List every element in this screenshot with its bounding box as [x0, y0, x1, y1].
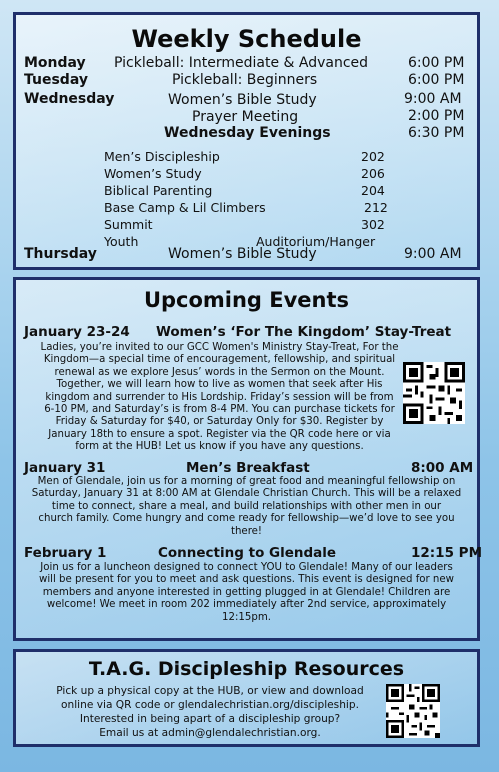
wednesday-time-2: 2:00 PM	[408, 108, 465, 124]
class-room: 206	[361, 166, 385, 181]
monday-label: Monday	[24, 55, 86, 71]
thursday-time: 9:00 AM	[404, 246, 462, 262]
class-name: Summit	[104, 217, 153, 232]
event-time: 12:15 PM	[411, 545, 483, 561]
event-description: Ladies, you’re invited to our GCC Women's Ministry Stay-Treat, For the Kingdom—a special time of encouragement, fellowship, and spiritual renewal as we explore Jesus’ words in the Sermon on the Mount. Together, we will learn how to live as women that seek after His kingdom and surrender to His Lordship. Friday’s session will be from 6-10 PM, and Saturday’s is from 8-4 PM. You can purchase tickets for Friday & Saturday for $40, or Saturday Only for $30. Register by January 18th to ensure a spot. Register via the QR code here or via form at the HUB! Let us know if you have any questions.	[40, 342, 399, 453]
class-room: 212	[364, 200, 388, 215]
wednesday-activity-1: Women’s Bible Study	[168, 92, 317, 108]
thursday-label: Thursday	[24, 246, 97, 262]
event-date: January 31	[24, 460, 106, 476]
wednesday-label: Wednesday	[24, 91, 115, 107]
event-name: Men’s Breakfast	[186, 460, 310, 476]
class-room: 302	[361, 217, 385, 232]
tuesday-activity: Pickleball: Beginners	[172, 72, 318, 88]
wednesday-evenings-heading: Wednesday Evenings	[164, 125, 331, 141]
discipleship-qr-code[interactable]	[386, 684, 440, 738]
class-name: Base Camp & Lil Climbers	[104, 200, 266, 215]
upcoming-events-title: Upcoming Events	[143, 288, 350, 312]
resources-description: Pick up a physical copy at the HUB, or view and download online via QR code or glendalechristian.org/discipleship. Interested in being apart of a discipleship group? Email us at admin@glendalechristian.org.	[56, 685, 364, 739]
event-name: Connecting to Glendale	[158, 545, 337, 561]
tuesday-time: 6:00 PM	[408, 72, 465, 88]
class-room: 202	[361, 149, 385, 164]
discipleship-resources-panel	[13, 649, 480, 747]
event-description: Men of Glendale, join us for a morning of great food and meaningful fellowship on Saturday, January 31 at 8:00 AM at Glendale Christian Church. This will be a relaxed time to connect, share a meal, and build relationships with other men in our church family. Come hungry and come ready for fellowship—we’d love to see you there!	[31, 476, 462, 537]
class-room: Auditorium/Hanger	[256, 234, 376, 249]
event-date: January 23-24	[24, 324, 130, 340]
class-name: Biblical Parenting	[104, 183, 213, 198]
event-time: 8:00 AM	[411, 460, 474, 476]
weekly-schedule-title: Weekly Schedule	[131, 25, 362, 53]
event-date: February 1	[24, 545, 107, 561]
class-name: Men’s Discipleship	[104, 149, 220, 164]
wednesday-time-3: 6:30 PM	[408, 125, 465, 141]
monday-time: 6:00 PM	[408, 55, 465, 71]
class-name: Women’s Study	[104, 166, 202, 181]
wednesday-activity-2: Prayer Meeting	[192, 109, 299, 125]
stay-treat-qr-code[interactable]	[403, 362, 465, 424]
tuesday-label: Tuesday	[24, 72, 88, 88]
event-description: Join us for a luncheon designed to connect YOU to Glendale! Many of our leaders will be present for you to meet and ask questions. This event is designed for new members and anyone interested in getting plugged in at Glendale! Children are welcome! We meet in room 202 immediately after 2nd service, approximately 12:15pm.	[38, 562, 454, 623]
resources-title: T.A.G. Discipleship Resources	[88, 658, 405, 680]
class-room: 204	[361, 183, 385, 198]
event-name: Women’s ‘For The Kingdom’ Stay-Treat	[156, 324, 452, 340]
wednesday-time-1: 9:00 AM	[404, 91, 462, 107]
weekly-schedule-panel	[13, 12, 480, 270]
thursday-activity: Women’s Bible Study	[168, 246, 317, 262]
upcoming-events-panel	[13, 277, 483, 641]
monday-activity: Pickleball: Intermediate & Advanced	[114, 55, 369, 71]
class-name: Youth	[104, 234, 139, 249]
